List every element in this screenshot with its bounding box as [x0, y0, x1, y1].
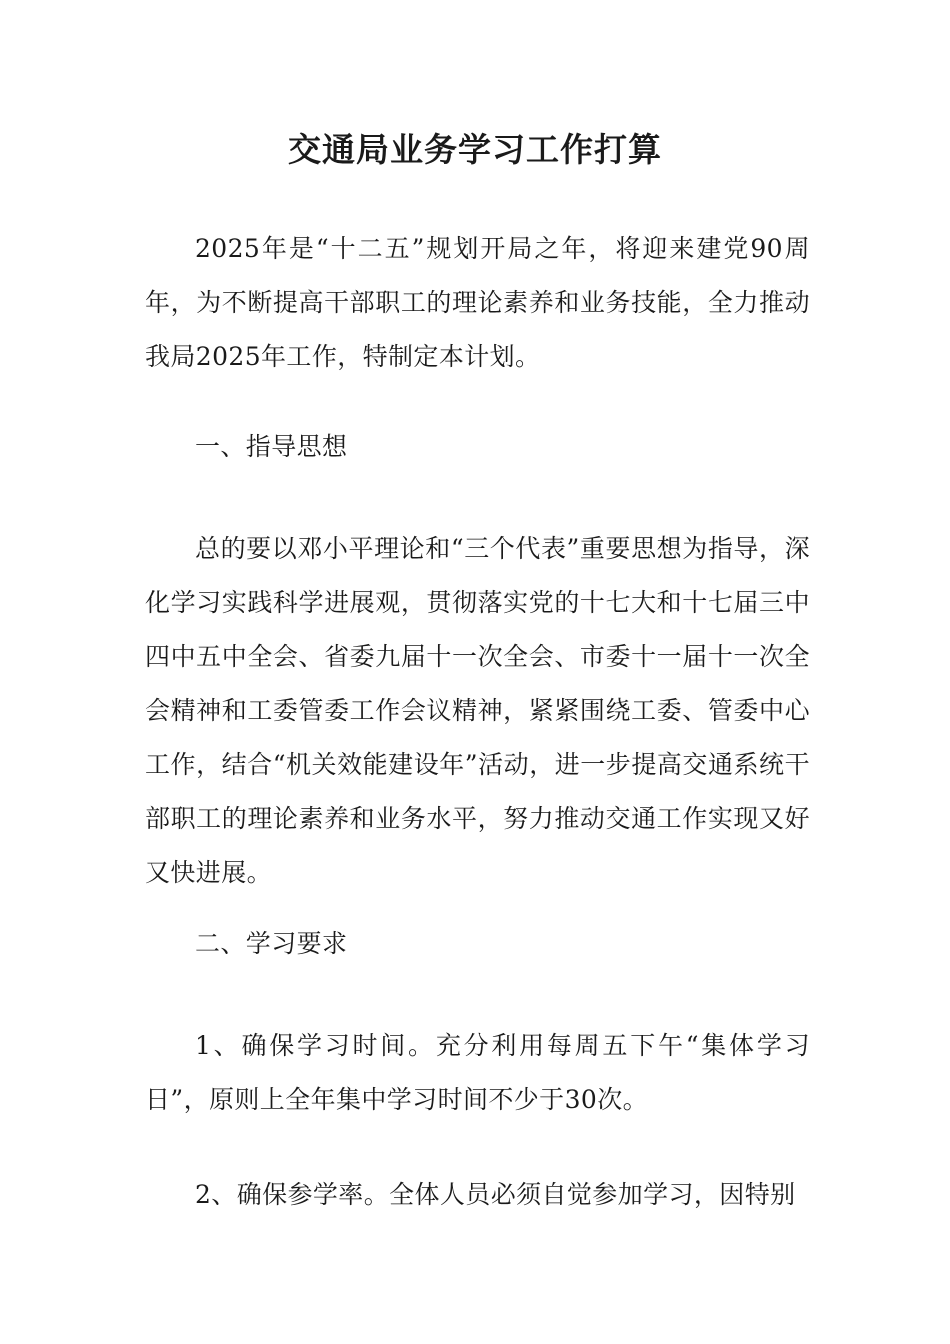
- section-heading-guiding-ideology: 一、指导思想: [195, 432, 348, 461]
- requirement-item-1: 1、确保学习时间。充分利用每周五下午“集体学习日”，原则上全年集中学习时间不少于30次。: [145, 1031, 810, 1114]
- section-heading-study-requirements: 二、学习要求: [195, 929, 348, 958]
- guiding-ideology-paragraph: 总的要以邓小平理论和“三个代表”重要思想为指导，深化学习实践科学进展观，贯彻落实党的十七大和十七届三中四中五中全会、省委九届十一次全会、市委十一届十一次全会精神和工委管委工作会议精神，紧紧围绕工委、管委中心工作，结合“机关效能建设年”活动，进一步提高交通系统干部职工的理论素养和业务水平，努力推动交通工作实现又好又快进展。: [145, 534, 810, 887]
- requirement-item-2: 2、确保参学率。全体人员必须自觉参加学习，因特别: [195, 1180, 796, 1209]
- document-title: 交通局业务学习工作打算: [288, 130, 662, 169]
- intro-paragraph: 2025年是“十二五”规划开局之年，将迎来建党90周年，为不断提高干部职工的理论素养和业务技能，全力推动我局2025年工作，特制定本计划。: [145, 234, 810, 371]
